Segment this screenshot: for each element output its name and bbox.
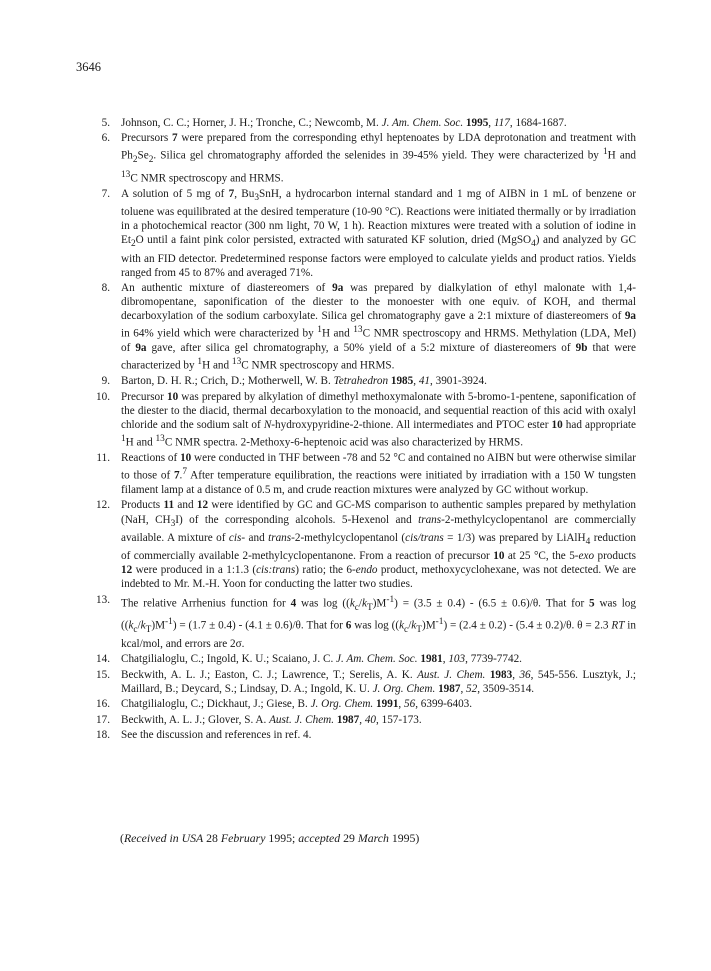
reference-item <box>88 652 636 666</box>
reference-number: 7. <box>101 187 110 200</box>
reference-item <box>88 451 636 497</box>
reference-item <box>88 281 636 373</box>
reference-number: 15. <box>96 668 110 681</box>
reference-number: 8. <box>101 282 110 294</box>
reference-number: 16. <box>96 698 110 711</box>
reference-list <box>88 116 636 743</box>
reference-text: Johnson, C. C.; Horner, J. H.; Tronche, C.; Newcomb, M. J. Am. Chem. Soc. 1995, 117, 1684-1687. <box>121 117 567 129</box>
reference-text: See the discussion and references in ref. 4. <box>121 728 312 741</box>
reference-item <box>88 713 636 727</box>
reference-number: 9. <box>101 375 110 388</box>
reference-item <box>88 498 636 591</box>
reference-text: Products 11 and 12 were identified by GC and GC-MS comparison to authentic samples prepared by methylation (NaH, $CH_3I$) of the corresponding alcohols. 5-Hexenol and trans-2-methylcyclopentanol are commercially available. A mixture of cis- and trans-2-methylcyclopentanol (cis/trans = 1/3) was prepared by LiAlH$_4$ reduction of commercially available 2-methylcyclopentanone. From a reaction of precursor 10 at 25 °C, the 5-exo products 12 were produced in a 1:1.3 (cis:trans) ratio; the 6-endo product, methoxycyclohexane, was not detected. We are indebted to Mr. M.-H. Yoon for conducting the latter two studies. <box>121 499 637 591</box>
reference-number: 14. <box>96 653 110 666</box>
reference-item <box>88 593 636 651</box>
reference-item <box>88 668 636 696</box>
reference-text: Barton, D. H. R.; Crich, D.; Motherwell, W. B. Tetrahedron 1985, 41, 3901-3924. <box>121 375 487 388</box>
reference-item <box>88 374 636 388</box>
reference-number: 12. <box>96 499 110 512</box>
reference-number: 11. <box>96 452 110 465</box>
reference-item <box>88 187 636 280</box>
reference-item <box>88 728 636 742</box>
reference-text: Precursors 7 were prepared from the corresponding ethyl heptenoates by LDA deprotonation and treatment with $Ph_2Se_2$. Silica gel chromatography afforded the selenides in 39-45% yield. They were characterized by $^1$H and $^{13}$C NMR spectroscopy and HRMS. <box>121 132 637 185</box>
reference-number: 18. <box>96 728 110 741</box>
reference-number: 6. <box>101 132 110 145</box>
reference-item <box>88 390 636 450</box>
reference-text: Beckwith, A. L. J.; Easton, C. J.; Lawrence, T.; Serelis, A. K. Aust. J. Chem. 1983, 36, 545-556. Lusztyk, J.; Maillard, B.; Deycard, S.; Lindsay, D. A.; Ingold, K. U. J. Org. Chem. 1987, 52, 3509-3514. <box>121 668 636 695</box>
reference-text: Reactions of 10 were conducted in THF between -78 and 52 °C and contained no AIBN but were otherwise similar to those of 7.$^7$ After temperature equilibration, the reactions were initiated by irradiation with a 150 W tungsten filament lamp at a distance of 0.5 m, and crude reaction mixtures were analyzed by GC without workup. <box>121 452 636 497</box>
reference-number: 13. <box>96 593 110 606</box>
reference-number: 17. <box>96 713 110 726</box>
page-number: 3646 <box>76 60 101 74</box>
reference-text: The relative Arrhenius function for 4 was $\log ((k_c/k_T)M^{-1}) = (3.5 \pm 0.4) - (6.5 \pm 0.6)/\theta$. That for 5 was $\log ((k_c/k_T)M^{-1}) = (1.7 \pm 0.4) - (4.1 \pm 0.6)/\theta$. That for 6 was $\log ((k_c/k_T)M^{-1}) = (2.4 \pm 0.2) - (5.4 \pm 0.2)/\theta$. θ = 2.3 RT in kcal/mol, and errors are 2σ. <box>121 594 636 650</box>
reference-number: 5. <box>101 117 110 129</box>
reference-item <box>88 116 636 130</box>
reference-text: Beckwith, A. L. J.; Glover, S. A. Aust. J. Chem. 1987, 40, 157-173. <box>121 713 422 726</box>
reference-text: Chatgilialoglu, C.; Dickhaut, J.; Giese, B. J. Org. Chem. 1991, 56, 6399-6403. <box>121 698 473 711</box>
reference-text: A solution of 5 mg of 7, $Bu_3SnH$, a hydrocarbon internal standard and 1 mg of AIBN in 1 mL of benzene or toluene was equilibrated at the desired temperature (10-90 °C). Reactions were initiated thermally or by irradiation in a photochemical reactor (300 nm light, 70 W, 1 h). Reaction mixtures were treated with a solution of iodine in $Et_2O$ until a faint pink color persisted, extracted with saturated KF solution, dried (MgSO$_4$) and analyzed by GC with an FID detector. Predetermined response factors were employed to calculate yields and product ratios. Yields ranged from 45 to 87% and averaged 71%. <box>121 187 637 279</box>
reference-number: 10. <box>96 390 110 403</box>
reference-item <box>88 697 636 711</box>
received-date-line: (Received in USA 28 February 1995; accepted 29 March 1995) <box>120 831 420 845</box>
reference-text: Precursor 10 was prepared by alkylation of dimethyl methoxymalonate with 5-bromo-1-pentene, saponification of the diester to the diacid, thermal decarboxylation to the monoacid, and sequential reaction of this acid with oxalyl chloride and the sodium salt of N-hydroxypyridine-2-thione. All intermediates and PTOC ester 10 had appropriate $^1$H and $^{13}$C NMR spectra. 2-Methoxy-6-heptenoic acid was also characterized by HRMS. <box>121 390 636 449</box>
reference-text: Chatgilialoglu, C.; Ingold, K. U.; Scaiano, J. C. J. Am. Chem. Soc. 1981, 103, 7739-7742. <box>121 653 522 666</box>
reference-text: An authentic mixture of diastereomers of 9a was prepared by dialkylation of ethyl malonate with 1,4-dibromopentane, saponification of the diester to the monoester with one equiv. of KOH, and thermal decarboxylation of the sodium carboxylate. Silica gel chromatography gave a 2:1 mixture of diastereomers of 9a in 64% yield which were characterized by $^1$H and $^{13}$C NMR spectroscopy and HRMS. Methylation (LDA, MeI) of 9a gave, after silica gel chromatography, a 50% yield of a 5:2 mixture of diastereomers of 9b that were characterized by $^1$H and $^{13}$C NMR spectroscopy and HRMS. <box>121 282 636 372</box>
reference-item <box>88 131 636 185</box>
